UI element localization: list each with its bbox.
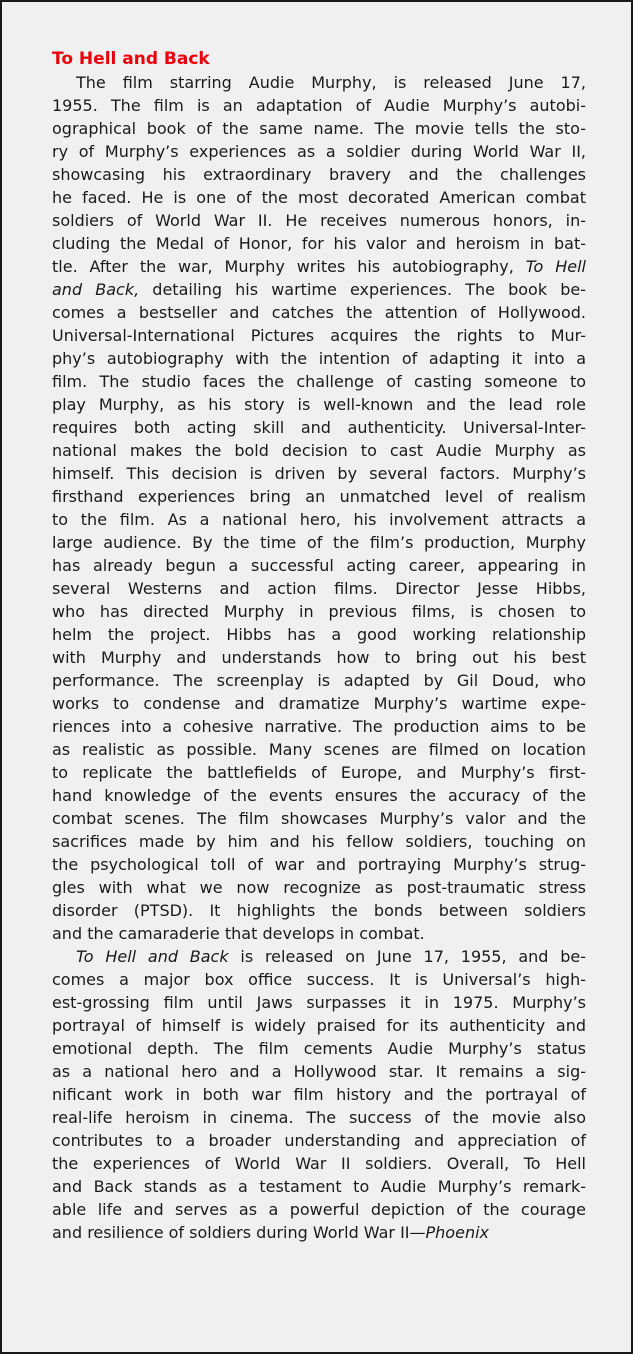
text-line (52, 140, 586, 163)
text-segment: as a national hero and a Hollywood star. It remains a sig- (52, 1062, 586, 1081)
text-segment: himself. This decision is driven by several factors. Murphy’s (52, 464, 586, 483)
text-segment: showcasing his extraordinary bravery and the challenges (52, 165, 586, 184)
text-segment: helm the project. Hibbs has a good working relationship (52, 625, 586, 644)
text-line (52, 508, 586, 531)
text-segment: gles with what we now recognize as post-traumatic stress (52, 878, 586, 897)
text-line (52, 1106, 586, 1129)
text-segment: detailing his wartime experiences. The book be- (139, 280, 586, 299)
text-segment: able life and serves as a powerful depiction of the courage (52, 1200, 586, 1219)
text-segment: 1955. The film is an adaptation of Audie Murphy’s autobi- (52, 96, 586, 115)
text-segment: several Westerns and action films. Director Jesse Hibbs, (52, 579, 586, 598)
text-line (52, 1221, 586, 1244)
text-segment: Universal-International Pictures acquires the rights to Mur- (52, 326, 586, 345)
text-line (52, 922, 586, 945)
text-segment: and the camaraderie that develops in combat. (52, 924, 425, 943)
text-segment: soldiers of World War II. He receives numerous honors, in- (52, 211, 586, 230)
text-line (52, 370, 586, 393)
text-line (52, 899, 586, 922)
text-segment: and resilience of soldiers during World War II— (52, 1223, 426, 1242)
text-segment: to the film. As a national hero, his involvement attracts a (52, 510, 586, 529)
text-segment: has already begun a successful acting career, appearing in (52, 556, 586, 575)
text-segment: phy’s autobiography with the intention of adapting it into a (52, 349, 586, 368)
text-segment: film. The studio faces the challenge of casting someone to (52, 372, 586, 391)
text-segment: to replicate the battlefields of Europe, and Murphy’s first- (52, 763, 586, 782)
text-line (52, 1129, 586, 1152)
text-line (52, 186, 586, 209)
italic-text: and Back, (52, 280, 140, 299)
text-line (52, 784, 586, 807)
text-segment: emotional depth. The film cements Audie Murphy’s status (52, 1039, 586, 1058)
text-line (52, 94, 586, 117)
text-segment: the psychological toll of war and portraying Murphy’s strug- (52, 855, 586, 874)
text-segment: performance. The screenplay is adapted by Gil Doud, who (52, 671, 586, 690)
text-segment: combat scenes. The film showcases Murphy’s valor and the (52, 809, 586, 828)
text-segment: disorder (PTSD). It highlights the bonds between soldiers (52, 901, 586, 920)
italic-text: Phoenix (425, 1223, 489, 1242)
text-line (52, 623, 586, 646)
text-segment: as realistic as possible. Many scenes are filmed on location (52, 740, 586, 759)
paragraph (52, 71, 586, 945)
text-segment: play Murphy, as his story is well-known and the lead role (52, 395, 586, 414)
text-line (52, 1083, 586, 1106)
text-segment: tle. After the war, Murphy writes his autobiography, (52, 257, 526, 276)
text-line (52, 462, 586, 485)
text-line (52, 600, 586, 623)
text-line (52, 416, 586, 439)
text-segment: ographical book of the same name. The movie tells the sto- (52, 119, 586, 138)
text-line (52, 968, 586, 991)
text-segment: firsthand experiences bring an unmatched level of realism (52, 487, 586, 506)
text-line (52, 71, 586, 94)
italic-text: To Hell and Back (76, 947, 229, 966)
text-line (52, 761, 586, 784)
text-line (52, 163, 586, 186)
text-line (52, 1014, 586, 1037)
text-line (52, 991, 586, 1014)
text-line (52, 1060, 586, 1083)
text-line (52, 1198, 586, 1221)
text-line (52, 692, 586, 715)
text-segment: national makes the bold decision to cast Audie Murphy as (52, 441, 586, 460)
text-line (52, 669, 586, 692)
text-line (52, 255, 586, 278)
text-segment: the experiences of World War II soldiers. Overall, To Hell (52, 1154, 586, 1173)
text-line (52, 577, 586, 600)
text-line (52, 830, 586, 853)
text-line (52, 738, 586, 761)
text-segment: comes a bestseller and catches the attention of Hollywood. (52, 303, 586, 322)
text-line (52, 531, 586, 554)
text-segment: large audience. By the time of the film’s production, Murphy (52, 533, 586, 552)
text-line (52, 1152, 586, 1175)
text-line (52, 209, 586, 232)
article-title: To Hell and Back (52, 49, 210, 69)
text-line (52, 554, 586, 577)
text-line (52, 117, 586, 140)
text-line (52, 393, 586, 416)
text-segment: and Back stands as a testament to Audie Murphy’s remark- (52, 1177, 586, 1196)
text-segment: riences into a cohesive narrative. The production aims to be (52, 717, 586, 736)
text-segment: works to condense and dramatize Murphy’s wartime expe- (52, 694, 586, 713)
text-segment: sacrifices made by him and his fellow soldiers, touching on (52, 832, 586, 851)
text-line (52, 646, 586, 669)
text-segment: contributes to a broader understanding and appreciation of (52, 1131, 586, 1150)
text-line (52, 1037, 586, 1060)
text-segment: who has directed Murphy in previous films, is chosen to (52, 602, 586, 621)
paragraph (52, 945, 586, 1244)
text-line (52, 232, 586, 255)
italic-text: To Hell (525, 257, 586, 276)
text-segment: real-life heroism in cinema. The success of the movie also (52, 1108, 586, 1127)
text-segment: cluding the Medal of Honor, for his valor and heroism in bat- (52, 234, 586, 253)
text-segment: est-grossing film until Jaws surpasses it in 1975. Murphy’s (52, 993, 586, 1012)
text-line (52, 485, 586, 508)
text-segment: is released on June 17, 1955, and be- (228, 947, 586, 966)
text-line (52, 945, 586, 968)
text-segment: he faced. He is one of the most decorated American combat (52, 188, 586, 207)
text-segment: with Murphy and understands how to bring out his best (52, 648, 586, 667)
text-segment: comes a major box office success. It is Universal’s high- (52, 970, 586, 989)
text-segment: requires both acting skill and authenticity. Universal-Inter- (52, 418, 586, 437)
text-segment: nificant work in both war film history and the portrayal of (52, 1085, 586, 1104)
text-line (52, 876, 586, 899)
text-line (52, 715, 586, 738)
text-line (52, 1175, 586, 1198)
text-line (52, 324, 586, 347)
text-line (52, 278, 586, 301)
article-body (52, 71, 586, 1244)
text-segment: The film starring Audie Murphy, is released June 17, (76, 73, 586, 92)
text-segment: ry of Murphy’s experiences as a soldier during World War II, (52, 142, 586, 161)
text-line (52, 301, 586, 324)
text-segment: hand knowledge of the events ensures the accuracy of the (52, 786, 586, 805)
text-line (52, 347, 586, 370)
text-segment: portrayal of himself is widely praised for its authenticity and (52, 1016, 586, 1035)
text-line (52, 439, 586, 462)
text-line (52, 807, 586, 830)
text-line (52, 853, 586, 876)
